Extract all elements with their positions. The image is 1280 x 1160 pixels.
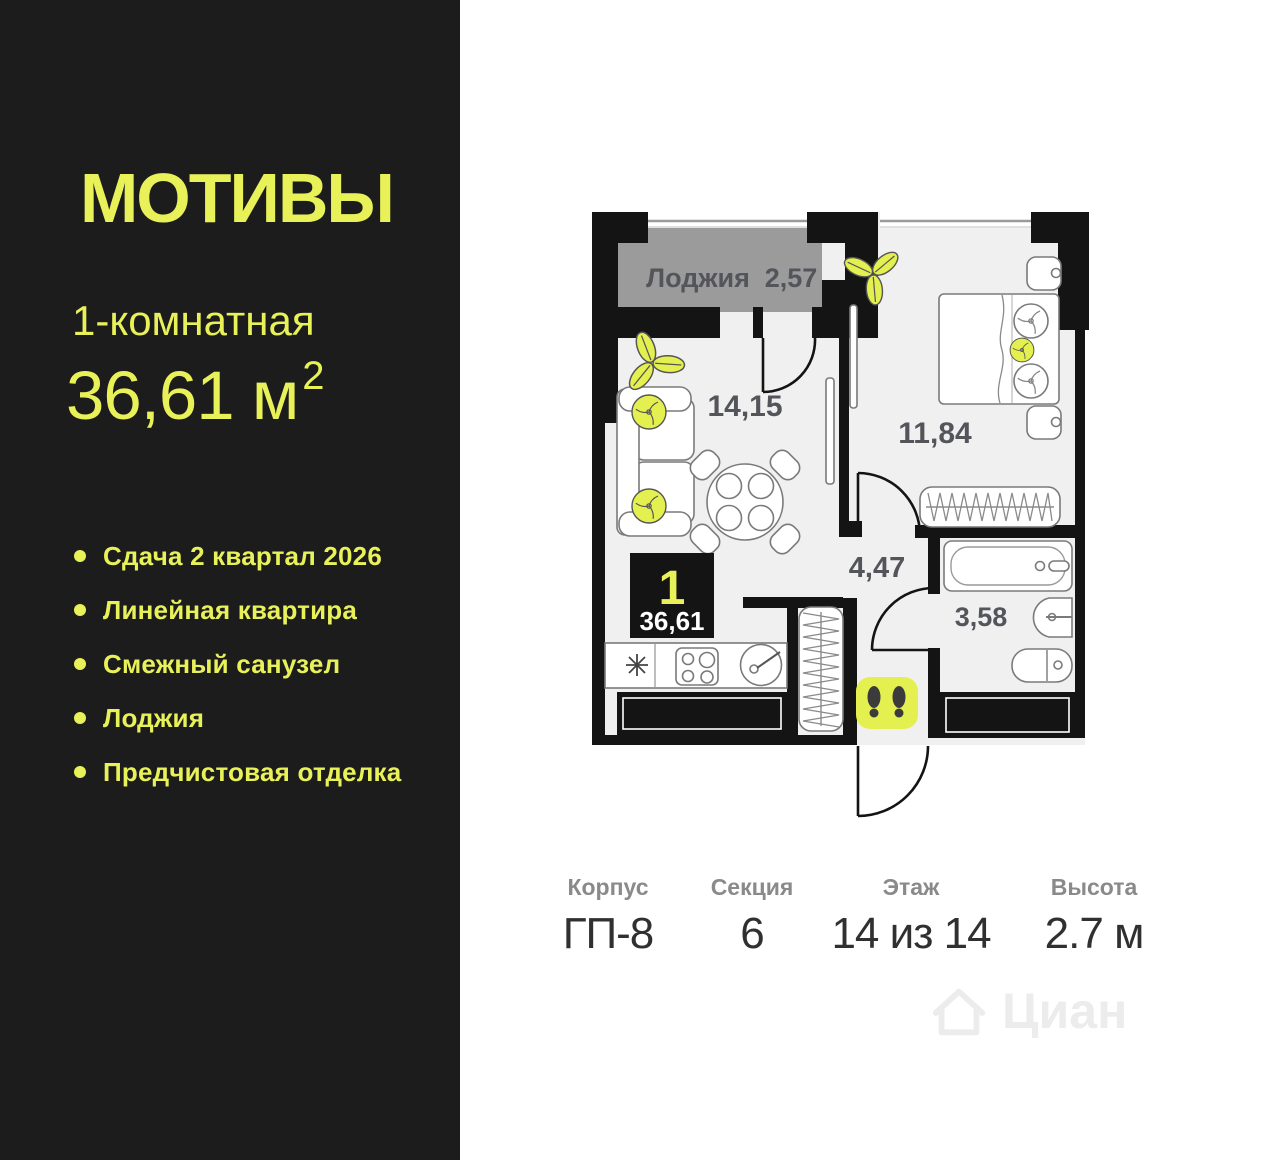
kitchen-sink-icon: [741, 645, 782, 686]
kitchen-counter-icon: [605, 643, 787, 688]
feature-item: [74, 594, 401, 625]
apartment-area: [66, 354, 324, 435]
detail-vysota: [974, 874, 1214, 959]
detail-value: 6: [740, 909, 764, 958]
house-icon: [928, 980, 990, 1042]
area-sup: 2: [302, 354, 324, 398]
detail-label: Высота: [1050, 874, 1138, 900]
detail-label: Корпус: [567, 874, 649, 900]
bathroom-area-label: 3,58: [954, 602, 1008, 632]
floorplan: [580, 200, 1140, 860]
feature-item: [74, 756, 402, 787]
area-badge: [630, 553, 714, 638]
feature-item: [74, 702, 401, 733]
watermark: [928, 980, 1127, 1042]
detail-label: Секция: [710, 874, 794, 900]
bullet-icon: [74, 604, 86, 616]
watermark-label: Циан: [1002, 983, 1128, 1039]
left-panel: [0, 0, 460, 1160]
detail-value: ГП-8: [562, 909, 654, 958]
bedroom-wardrobe-icon: [920, 487, 1060, 527]
fridge-asterisk-icon: [626, 654, 648, 676]
bullet-icon: [74, 712, 86, 724]
area-value: 36,61: [66, 357, 234, 434]
feature-list: [74, 540, 402, 813]
hallway-wardrobe-icon: [799, 607, 843, 731]
feature-item: [74, 648, 401, 679]
area-unit: м: [251, 357, 299, 434]
bedroom-area-label: 11,84: [898, 417, 972, 450]
toilet-icon: [1012, 649, 1072, 682]
sliding-panel-icon: [850, 305, 857, 408]
balcony-label: Лоджия: [646, 263, 750, 293]
footprints-icon: [856, 677, 918, 729]
detail-label: Этаж: [882, 874, 940, 900]
bullet-icon: [74, 550, 86, 562]
detail-value: 14 из 14: [831, 909, 991, 958]
badge-rooms-count: 1: [658, 562, 686, 615]
bullet-icon: [74, 766, 86, 778]
hallway-area-label: 4,47: [848, 552, 906, 584]
apartment-type: 1-комнатная: [72, 297, 315, 344]
detail-value: 2.7 м: [1044, 909, 1144, 958]
bullet-icon: [74, 658, 86, 670]
stove-icon: [676, 648, 718, 685]
feature-label: Линейная квартира: [103, 594, 358, 625]
console-panel-icon: [826, 378, 834, 484]
brand-logo: МОТИВЫ: [80, 159, 393, 237]
living-area-label: 14,15: [707, 390, 783, 423]
feature-label: Лоджия: [103, 702, 205, 733]
feature-label: Сдача 2 квартал 2026: [103, 540, 382, 571]
bathtub-icon: [944, 541, 1072, 591]
feature-label: Предчистовая отделка: [103, 756, 402, 787]
bed-icon: [939, 294, 1059, 404]
badge-area: 36,61: [639, 606, 705, 636]
feature-item: [74, 540, 401, 571]
balcony-area-label: 2,57: [764, 263, 818, 293]
sofa-icon: [617, 387, 694, 536]
feature-label: Смежный санузел: [103, 648, 341, 679]
bathroom-sink-icon: [1033, 598, 1072, 637]
